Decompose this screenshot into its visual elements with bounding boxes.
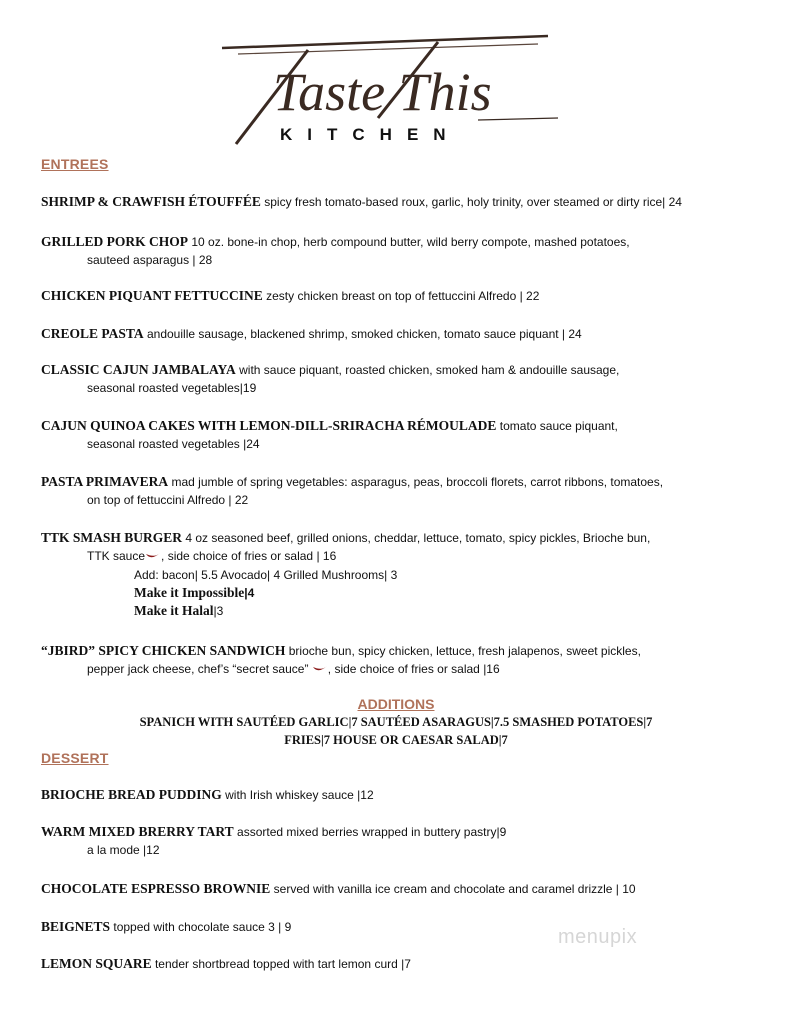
- addon-line: Add: bacon| 5.5 Avocado| 4 Grilled Mushrooms| 3: [134, 568, 398, 582]
- item-name: CHICKEN PIQUANT FETTUCCINE: [41, 288, 263, 303]
- item-desc: with Irish whiskey sauce |12: [221, 788, 374, 802]
- menu-item: [41, 287, 781, 305]
- addon-halal: Make it Halal|3: [134, 603, 224, 618]
- item-name: WARM MIXED BRERRY TART: [41, 824, 234, 839]
- burger-addons: [134, 566, 397, 620]
- item-desc-part: TTK sauce: [87, 549, 146, 563]
- item-desc-cont: sauteed asparagus | 28: [87, 253, 213, 267]
- menu-item: [41, 233, 781, 269]
- item-desc-part: pepper jack cheese, chef’s “secret sauce”: [87, 662, 312, 676]
- item-name: TTK SMASH BURGER: [41, 530, 183, 545]
- menu-item: [41, 193, 781, 211]
- menu-item: [41, 918, 781, 936]
- item-desc: brioche bun, spicy chicken, lettuce, fresh jalapenos, sweet pickles,: [285, 644, 641, 658]
- menu-item: [41, 325, 781, 343]
- item-name: CAJUN QUINOA CAKES WITH LEMON-DILL-SRIRACHA RÉMOULADE: [41, 418, 497, 433]
- addon-impossible: Make it Impossible|4: [134, 585, 255, 600]
- item-name: PASTA PRIMAVERA: [41, 474, 169, 489]
- item-desc: zesty chicken breast on top of fettuccini Alfredo | 22: [262, 289, 540, 303]
- chili-pepper-icon: [145, 552, 161, 561]
- item-name: BEIGNETS: [41, 919, 111, 934]
- menu-item: [41, 529, 781, 565]
- item-name: CLASSIC CAJUN JAMBALAYA: [41, 362, 236, 377]
- dessert-heading: DESSERT: [41, 750, 109, 766]
- additions-heading: ADDITIONS: [357, 696, 435, 712]
- item-name: GRILLED PORK CHOP: [41, 234, 189, 249]
- menu-item: [41, 361, 781, 397]
- menu-item: [41, 642, 781, 678]
- chili-pepper-icon: [312, 665, 328, 674]
- item-desc-part: , side choice of fries or salad |16: [327, 662, 500, 676]
- item-desc: andouille sausage, blackened shrimp, smoked chicken, tomato sauce piquant | 24: [143, 327, 582, 341]
- item-desc: with sauce piquant, roasted chicken, smoked ham & andouille sausage,: [235, 363, 620, 377]
- restaurant-logo: [218, 28, 578, 148]
- logo-graphic: [218, 28, 578, 148]
- item-desc: 10 oz. bone-in chop, herb compound butter, wild berry compote, mashed potatoes,: [188, 235, 630, 249]
- item-desc: assorted mixed berries wrapped in buttery pastry|9: [233, 825, 507, 839]
- menu-item: [41, 473, 781, 509]
- menu-item: [41, 880, 781, 898]
- menu-item: [41, 786, 781, 804]
- additions-line-1: SPANICH WITH SAUTÉED GARLIC|7 SAUTÉED ASARAGUS|7.5 SMASHED POTATOES|7: [139, 715, 653, 729]
- menu-item: [41, 823, 781, 859]
- watermark: menupix: [558, 926, 638, 948]
- item-name: BRIOCHE BREAD PUDDING: [41, 787, 222, 802]
- item-desc: topped with chocolate sauce 3 | 9: [110, 920, 292, 934]
- entrees-heading: ENTREES: [41, 156, 109, 172]
- item-name: CREOLE PASTA: [41, 326, 144, 341]
- menu-item: [41, 417, 781, 453]
- item-desc-cont: [41, 660, 781, 678]
- item-desc: spicy fresh tomato-based roux, garlic, holy trinity, over steamed or dirty rice| 24: [260, 195, 682, 209]
- item-desc: 4 oz seasoned beef, grilled onions, cheddar, lettuce, tomato, spicy pickles, Brioche bun,: [182, 531, 651, 545]
- item-name: LEMON SQUARE: [41, 956, 152, 971]
- item-desc-cont: seasonal roasted vegetables |24: [87, 437, 260, 451]
- item-desc-cont: seasonal roasted vegetables|19: [87, 381, 257, 395]
- item-desc: mad jumble of spring vegetables: asparagus, peas, broccoli florets, carrot ribbons, tomatoes,: [168, 475, 664, 489]
- logo-script: Taste This: [273, 62, 492, 122]
- logo-subtitle: KITCHEN: [280, 125, 461, 144]
- item-name: SHRIMP & CRAWFISH ÉTOUFFÉE: [41, 194, 261, 209]
- item-desc-cont: [41, 547, 781, 565]
- menu-item: [41, 955, 781, 973]
- item-desc: tomato sauce piquant,: [496, 419, 618, 433]
- item-desc-cont: on top of fettuccini Alfredo | 22: [87, 493, 249, 507]
- item-desc: served with vanilla ice cream and chocolate and caramel drizzle | 10: [270, 882, 636, 896]
- item-desc-cont: a la mode |12: [87, 843, 160, 857]
- item-name: CHOCOLATE ESPRESSO BROWNIE: [41, 881, 271, 896]
- item-desc: tender shortbread topped with tart lemon curd |7: [151, 957, 411, 971]
- item-name: “JBIRD” SPICY CHICKEN SANDWICH: [41, 643, 286, 658]
- additions-line-2: FRIES|7 HOUSE OR CAESAR SALAD|7: [284, 733, 508, 747]
- item-desc-part: , side choice of fries or salad | 16: [161, 549, 337, 563]
